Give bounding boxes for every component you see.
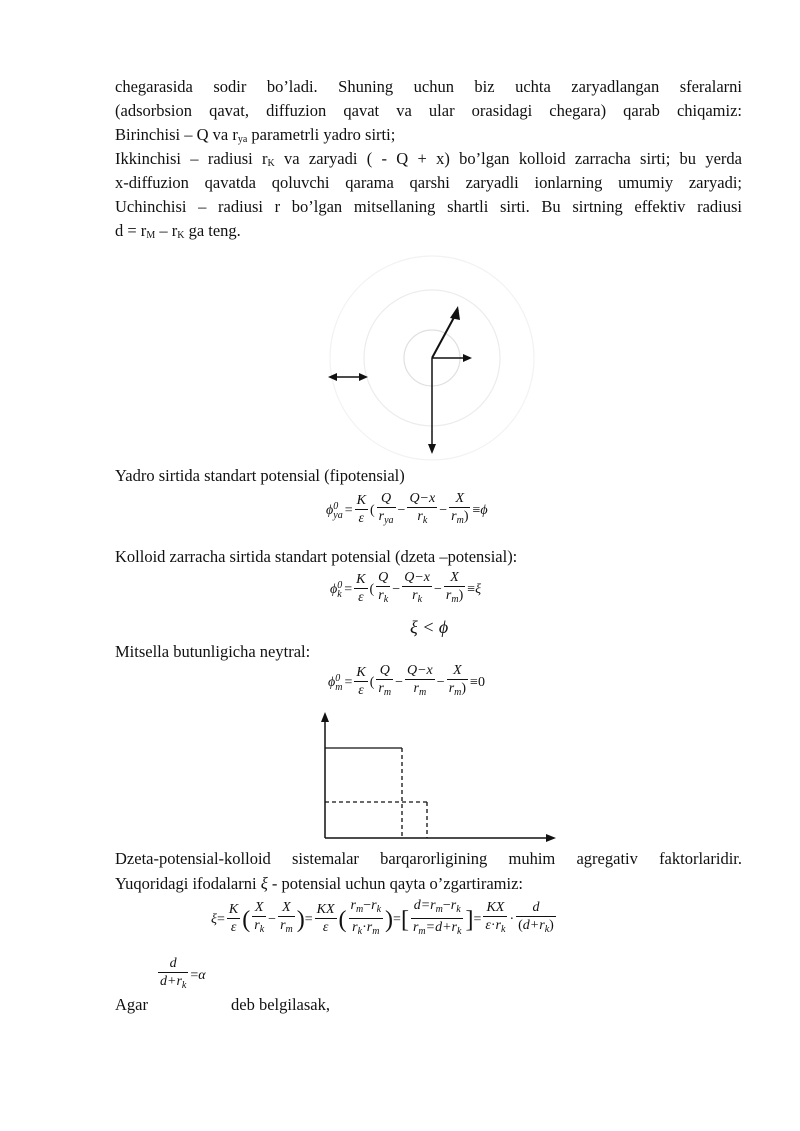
equation-phi-k: ϕ 0 k = $\frac{K}{\varepsilon}$ ( $\frac{Q}{r_k}$ − $\frac{Q-x}{r_k}$ − $\frac{X}{r_m)}$ ≡ ξ xyxy=(330,570,482,605)
equation-xi-transform: ξ = $\frac{K}{\varepsilon}$ ( $\frac{X}{r_k}$ − $\frac{X}{r_m}$ ) = $\frac{KX}{\varepsilon}$ ( $\frac{r_m-r_k}{r_k\cdot r_m}$ ) = [ $\frac{d=r_m-r_k}{r_m=d+r_k}$ ] = $\frac{KX}{\varepsilon\cdot r_k}$ · $\frac{d}{(d+r_k)}$ xyxy=(211,898,554,937)
agar-word: Agar xyxy=(115,995,148,1014)
inequality-xi-phi: ξ < ϕ xyxy=(410,617,449,637)
dzeta-line-2: Yuqoridagi ifodalarni ξ - potensial uchun qayta o’zgartiramiz: xyxy=(115,874,523,893)
text-line-3: Birinchisi – Q va $r_{ya}$ parametrli yadro sirti; xyxy=(115,125,396,145)
agar-tail: deb belgilasak, xyxy=(231,995,330,1014)
text-line-4: Ikkinchisi – radiusi $r_K$ va zaryadi ( - Q + x) bo’lgan kolloid zarracha sirti; bu yerda xyxy=(115,149,742,169)
micelle-diagram xyxy=(300,240,560,465)
equation-phi-m: ϕ 0 m = $\frac{K}{\varepsilon}$ ( $\frac{Q}{r_m}$ − $\frac{Q-x}{r_m}$ − $\frac{X}{r_m)}$ ≡ 0 xyxy=(328,663,485,698)
text-line-2: (adsorbsion qavat, diffuzion qavat va ular orasidagi chegara) qarab chiqamiz: xyxy=(115,101,742,120)
potential-diagram xyxy=(315,708,560,843)
text-line-1: chegarasida sodir bo’ladi. Shuning uchun biz uchta zaryadlangan sferalarni xyxy=(115,77,742,96)
text-line-6: Uchinchisi – radiusi r bo’lgan mitsellaning shartli sirti. Bu sirtning effektiv radiusi xyxy=(115,197,742,216)
yadro-caption: Yadro sirtida standart potensial (fipotensial) xyxy=(115,466,405,485)
equation-phi-ya: ϕ 0 ya = $\frac{K}{\varepsilon}$ ( $\frac{Q}{r_{ya}}$ − $\frac{Q-x}{r_k}$ − $\frac{X}{r_m)}$ ≡ ϕ xyxy=(326,491,488,526)
dzeta-line-1: Dzeta-potensial-kolloid sistemalar barqarorligining muhim agregativ faktorlaridir. xyxy=(115,849,742,868)
text-line-7: $d = r_M - r_K$ ga teng. xyxy=(115,221,241,241)
mitsella-caption: Mitsella butunligicha neytral: xyxy=(115,642,311,661)
kolloid-caption: Kolloid zarracha sirtida standart potensial (dzeta –potensial): xyxy=(115,547,518,566)
text-line-5: x-diffuzion qavatda qoluvchi qarama qarshi zaryadli ionlarning umumiy zaryadi; xyxy=(115,173,742,192)
equation-alpha: $\frac{d}{d+r_k}$ = α xyxy=(160,956,206,991)
